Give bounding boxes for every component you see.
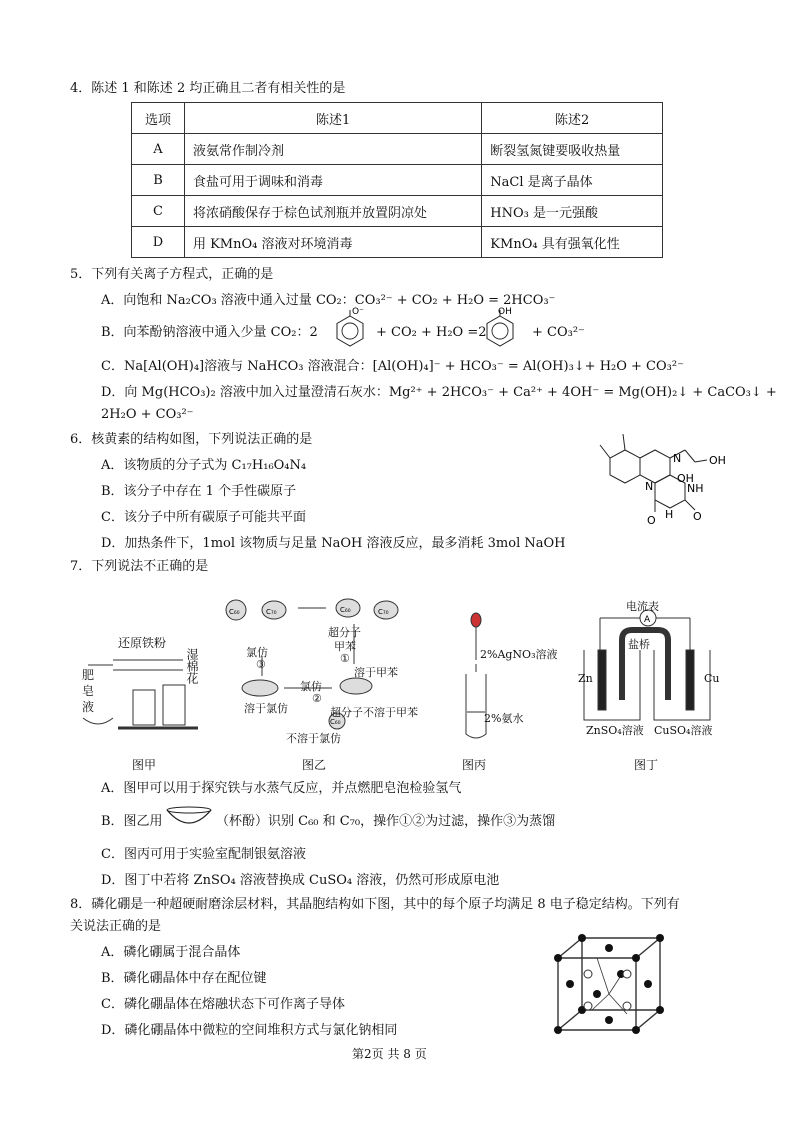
- fig1-caption: 图甲: [132, 758, 157, 772]
- q6-option-b: B．该分子中存在 1 个手性碳原子: [101, 484, 297, 499]
- phenol-label: OH: [498, 307, 512, 317]
- table-cell: 食盐可用于调味和消毒: [184, 165, 481, 196]
- q7-option-c: C．图丙可用于实验室配制银氨溶液: [101, 847, 306, 862]
- table-cell: 断裂氢氮键要吸收热量: [482, 134, 663, 165]
- boron-phosphide-unit-cell: [552, 934, 672, 1034]
- table-cell: 将浓硝酸保存于棕色试剂瓶并放置阴凉处: [184, 196, 481, 227]
- q5-option-a: A．向饱和 Na₂CO₃ 溶液中通入过量 CO₂：CO₃²⁻ + CO₂ + H₂O = 2HCO₃⁻: [101, 293, 556, 308]
- phenoxide-structure: [330, 308, 370, 348]
- q8-stem-line2: 关说法正确的是: [70, 919, 162, 934]
- table-header-cell: 选项: [132, 103, 185, 134]
- fig1-soap-label-1: 肥: [82, 668, 95, 682]
- table-row: [132, 227, 663, 258]
- fig4-znso4-label: ZnSO₄溶液: [586, 724, 644, 737]
- fig2-chloroform-label: 氯仿: [246, 646, 268, 659]
- q8-option-a: A．磷化硼属于混合晶体: [101, 945, 241, 960]
- table-row: [132, 103, 663, 134]
- fig4-zn-label: Zn: [578, 672, 593, 685]
- q8-option-b: B．磷化硼晶体中存在配位键: [101, 971, 267, 986]
- figure-ding: [578, 600, 718, 730]
- oh-label: OH: [677, 472, 694, 485]
- q8-stem-line1: 8．磷化硼是一种超硬耐磨涂层材料，其晶胞结构如下图，其中的每个原子均满足 8 电子稳定结构。下列有: [70, 897, 680, 912]
- fig2-step2: ②: [312, 692, 322, 705]
- oh-label: OH: [709, 454, 726, 467]
- c70-label: C₇₀: [378, 608, 389, 616]
- q4-stem: 4．陈述 1 和陈述 2 均正确且二者有相关性的是: [70, 81, 346, 96]
- table-cell: A: [132, 134, 185, 165]
- q7-option-a: A．图甲可以用于探究铁与水蒸气反应，并点燃肥皂泡检验氢气: [101, 781, 462, 796]
- fig3-agno3-label: 2%AgNO₃溶液: [480, 648, 558, 661]
- table-row: [132, 196, 663, 227]
- q5-option-d-line2: 2H₂O + CO₃²⁻: [101, 407, 194, 422]
- table-row: [132, 165, 663, 196]
- o-label: O: [693, 510, 702, 523]
- fig2-dissolve-chloroform: 溶于氯仿: [244, 702, 288, 715]
- ammeter-label: A: [644, 615, 651, 625]
- q7-option-d: D．图丁中若将 ZnSO₄ 溶液替换成 CuSO₄ 溶液，仍然可形成原电池: [101, 873, 500, 888]
- fig4-meter-label: 电流表: [626, 600, 659, 613]
- fig1-soap-label-2: 皂: [82, 684, 95, 698]
- table-cell: HNO₃ 是一元强酸: [482, 196, 663, 227]
- fig4-bridge-label: 盐桥: [628, 638, 650, 651]
- phenol-structure: [480, 308, 520, 348]
- table-cell: D: [132, 227, 185, 258]
- riboflavin-structure: [585, 420, 735, 540]
- calixarene-bowl-icon: [164, 806, 214, 830]
- o-label: O: [647, 514, 656, 527]
- table-row: [132, 134, 663, 165]
- fig2-insoluble-toluene: 超分子不溶于甲苯: [330, 706, 418, 719]
- q6-stem: 6．核黄素的结构如图，下列说法正确的是: [70, 432, 313, 447]
- fig2-super-label: 超分子: [328, 626, 361, 639]
- q5-stem: 5．下列有关离子方程式，正确的是: [70, 267, 274, 282]
- table-cell: 液氨常作制冷剂: [184, 134, 481, 165]
- fig2-step3: ③: [256, 658, 266, 671]
- table-header-cell: 陈述2: [482, 103, 663, 134]
- q5-option-b-mid: + CO₂ + H₂O =2: [376, 325, 487, 340]
- table-cell: B: [132, 165, 185, 196]
- table-cell: C: [132, 196, 185, 227]
- fig1-fe-label: 还原铁粉: [118, 636, 167, 650]
- nh-label: NH: [687, 482, 704, 495]
- q5-option-b-pre: B．向苯酚钠溶液中通入少量 CO₂：2: [101, 325, 318, 340]
- table-cell: NaCl 是离子晶体: [482, 165, 663, 196]
- q7-option-b-pre: B．图乙用: [101, 814, 163, 829]
- q4-table: [131, 102, 663, 258]
- fig2-dissolve-toluene: 溶于甲苯: [354, 666, 398, 679]
- fig2-insoluble-chloroform: 不溶于氯仿: [286, 732, 341, 745]
- q8-option-c: C．磷化硼晶体在熔融状态下可作离子导体: [101, 997, 345, 1012]
- q8-option-d: D．磷化硼晶体中微粒的空间堆积方式与氯化钠相同: [101, 1023, 398, 1038]
- phenoxide-label: O⁻: [352, 307, 364, 317]
- fig2-caption: 图乙: [302, 758, 327, 772]
- q5-option-c: C．Na[Al(OH)₄]溶液与 NaHCO₃ 溶液混合：[Al(OH)₄]⁻ + HCO₃⁻ = Al(OH)₃↓+ H₂O + CO₃²⁻: [101, 359, 684, 374]
- q7-option-b-post: （杯酚）识别 C₆₀ 和 C₇₀，操作①②为过滤，操作③为蒸馏: [216, 814, 556, 829]
- fig2-toluene-label: 甲苯: [334, 640, 356, 653]
- q7-stem: 7．下列说法不正确的是: [70, 559, 209, 574]
- fig3-caption: 图丙: [462, 758, 487, 772]
- fig1-cotton-label: 湿棉花: [185, 648, 199, 684]
- fig4-caption: 图丁: [634, 758, 659, 772]
- fig3-ammonia-label: 2%氨水: [484, 712, 524, 725]
- q6-option-d: D．加热条件下，1mol 该物质与足量 NaOH 溶液反应，最多消耗 3mol NaOH: [101, 536, 566, 551]
- fig1-soap-label-3: 液: [82, 700, 95, 714]
- n-label: N: [673, 452, 682, 465]
- fig4-cu-label: Cu: [704, 672, 720, 685]
- c60-label: C₆₀: [340, 606, 351, 614]
- c60-label: C₆₀: [330, 718, 341, 726]
- c70-label: C₇₀: [266, 608, 277, 616]
- table-cell: 用 KMnO₄ 溶液对环境消毒: [184, 227, 481, 258]
- fig2-chloroform-label: 氯仿: [300, 680, 322, 693]
- fig4-cuso4-label: CuSO₄溶液: [654, 724, 713, 737]
- table-cell: KMnO₄ 具有强氧化性: [482, 227, 663, 258]
- q5-option-b-post: + CO₃²⁻: [532, 325, 585, 340]
- q6-option-a: A．该物质的分子式为 C₁₇H₁₆O₄N₄: [101, 458, 307, 473]
- c60-label: C₆₀: [229, 608, 240, 616]
- fig2-step1: ①: [340, 652, 350, 665]
- q6-option-c: C．该分子中所有碳原子可能共平面: [101, 510, 306, 525]
- page-footer: 第2页 共 8 页: [352, 1047, 427, 1061]
- h-label: H: [665, 508, 674, 521]
- q5-option-d-line1: D．向 Mg(HCO₃)₂ 溶液中加入过量澄清石灰水：Mg²⁺ + 2HCO₃⁻ + Ca²⁺ + 4OH⁻ = Mg(OH)₂↓ + CaCO₃↓ +: [101, 385, 777, 400]
- table-header-cell: 陈述1: [184, 103, 481, 134]
- n-label: N: [645, 480, 654, 493]
